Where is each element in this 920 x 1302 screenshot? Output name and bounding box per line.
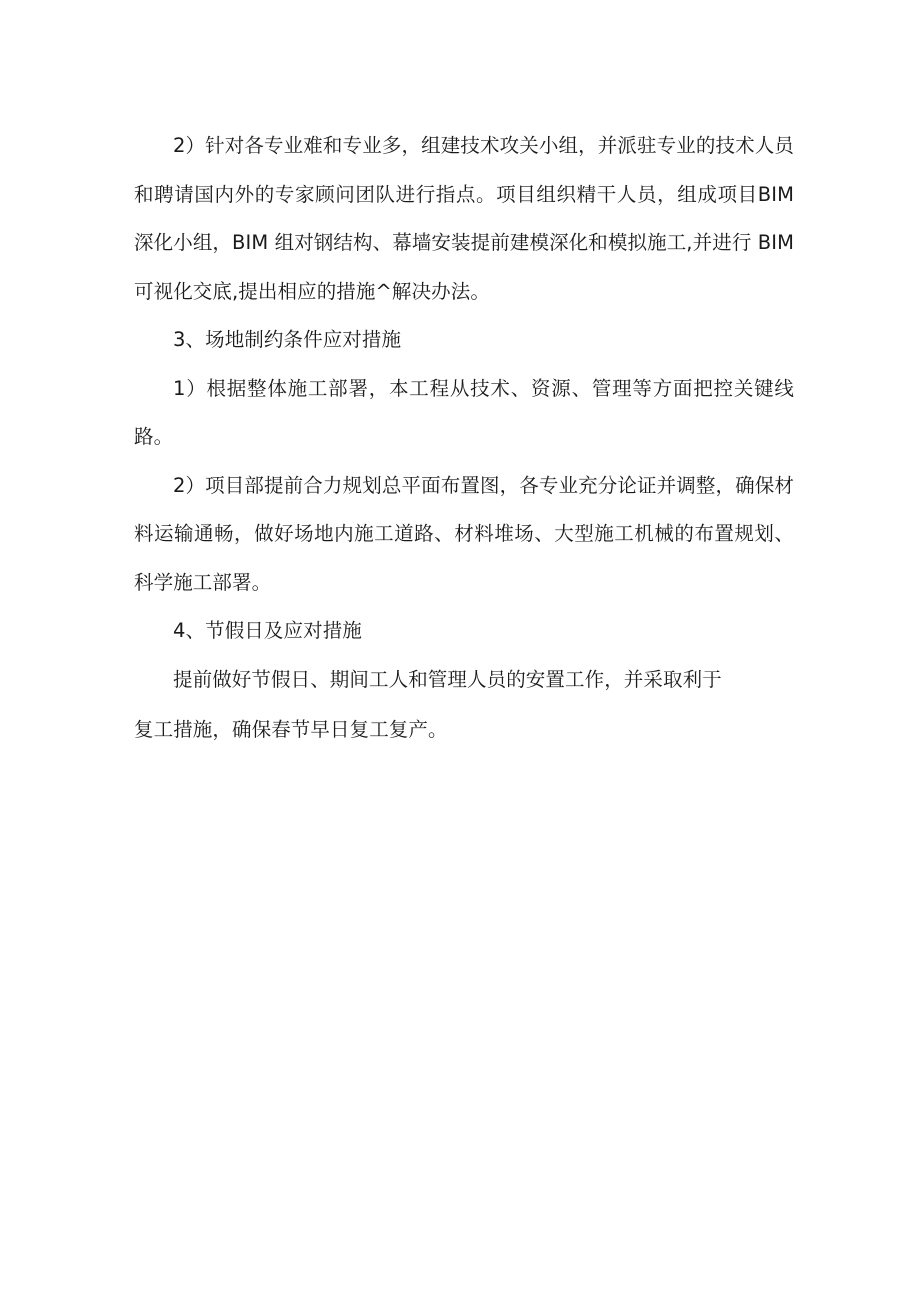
document-body <box>134 122 794 755</box>
heading-holiday-measures: 4、节假日及应对措施 <box>173 619 362 642</box>
heading-site-constraints: 3、场地制约条件应对措施 <box>173 328 402 351</box>
paragraph-site-layout: 2）项目部提前合力规划总平面布置图，各专业充分论证并调整，确保材料运输通畅，做好场地内施工道路、材料堆场、大型施工机械的布置规划、科学施工部署。 <box>134 473 794 594</box>
paragraph-resume-work: 复工措施，确保春节早日复工复产。 <box>134 718 448 741</box>
paragraph-bim-team: 2）针对各专业难和专业多，组建技术攻关小组，并派驻专业的技术人员和聘请国内外的专家顾问团队进行指点。项目组织精干人员，组成项目BIM 深化小组，BIM 组对钢结构、幕墙安装提前建模深化和模拟施工,并进行 BIM 可视化交底,提出相应的措施^解决办法。 <box>134 134 794 303</box>
paragraph-holiday-arrangement: 提前做好节假日、期间工人和管理人员的安置工作，并采取利于 <box>173 667 722 691</box>
paragraph-critical-path: 1）根据整体施工部署，本工程从技术、资源、管理等方面把控关键线路。 <box>134 376 794 448</box>
